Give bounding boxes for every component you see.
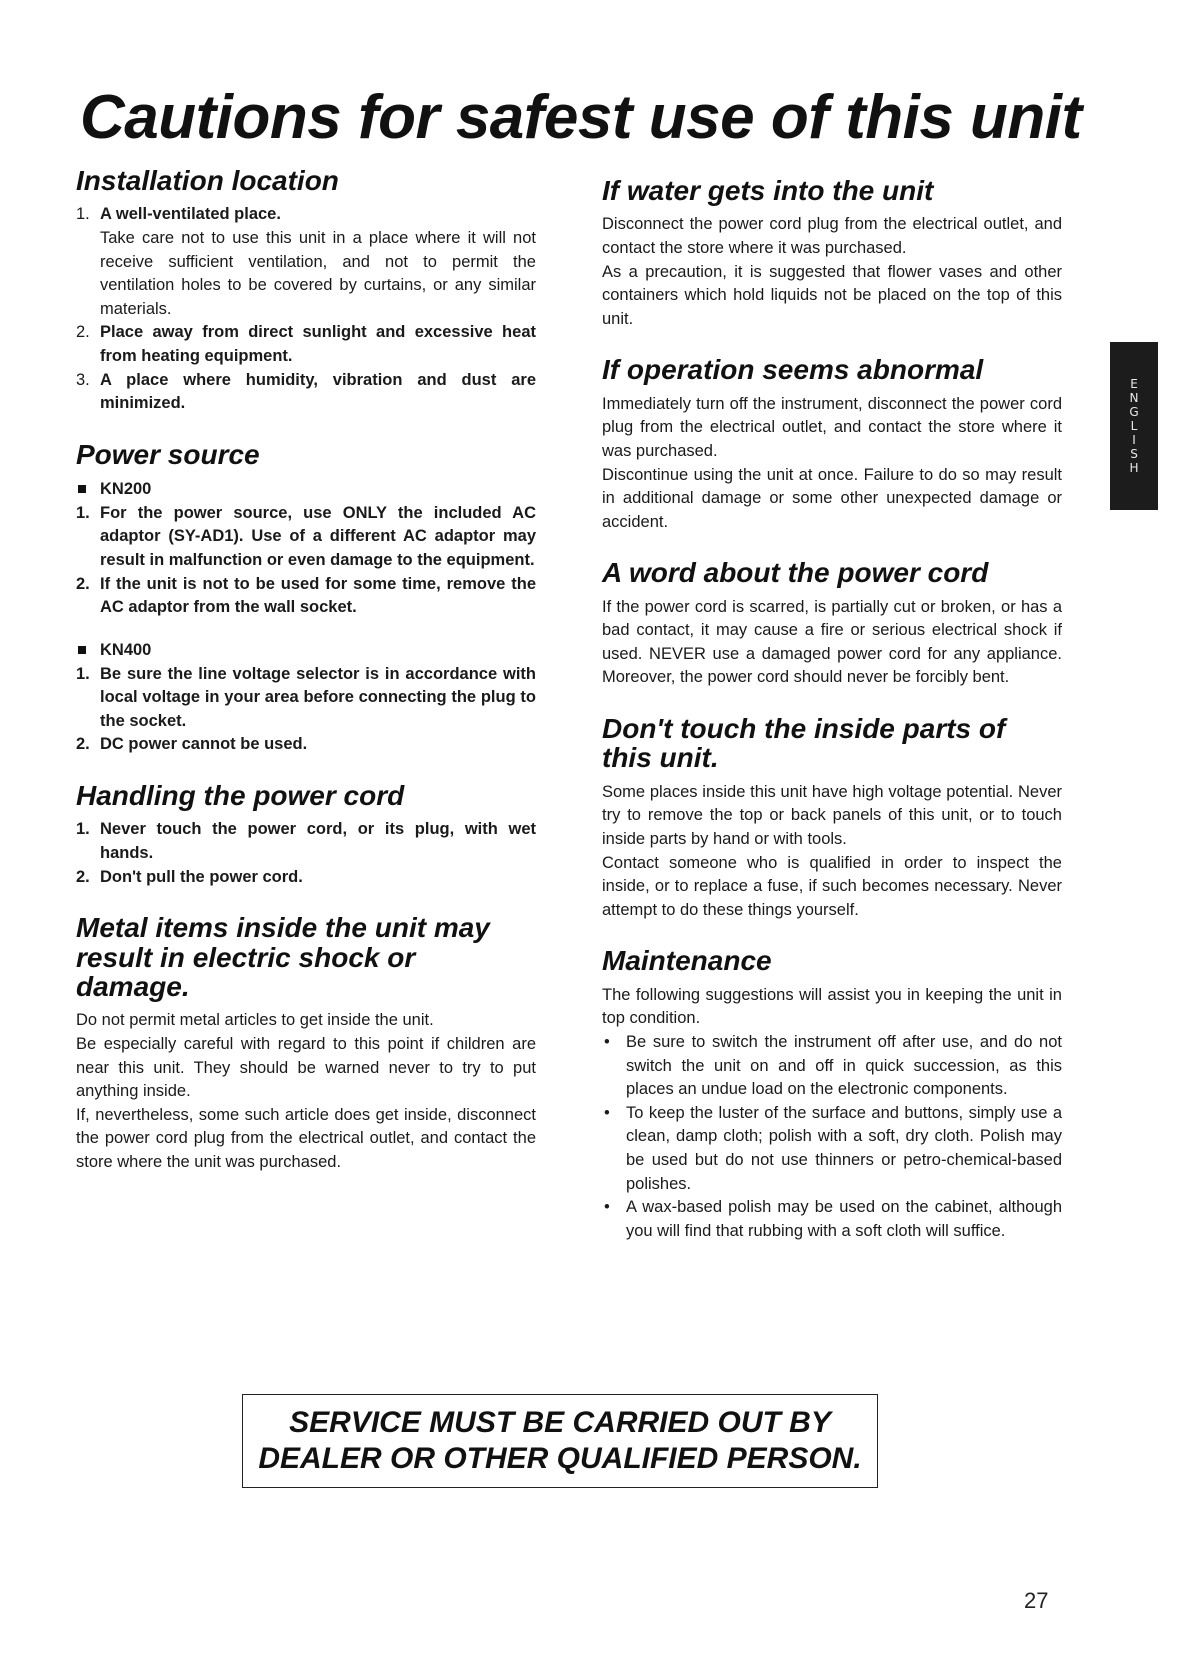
power-source-heading: Power source: [76, 438, 260, 470]
metal-paragraph-1: Do not permit metal articles to get inside the unit.: [76, 1011, 434, 1030]
list-item: 2. DC power cannot be used.: [76, 735, 308, 754]
power-source-section: [76, 440, 536, 757]
list-item: • Be sure to switch the instrument off after use, and do not switch the unit on and off in quick succession, as this places an undue load on the electronic components.: [602, 1031, 1062, 1102]
installation-list: [76, 203, 536, 415]
power-cord-section: [602, 558, 1062, 690]
kn200-list: [76, 502, 536, 620]
kn400-list: [76, 663, 536, 757]
abnormal-paragraph-2: Discontinue using the unit at once. Failure to do so may result in additional damage or some other unexpected damage or accident.: [602, 465, 1062, 531]
inside-parts-paragraph-1: Some places inside this unit have high voltage potential. Never try to remove the top or back panels of this unit, or to touch inside parts by hand or with tools.: [602, 782, 1062, 849]
language-tab-label: ENGLISH: [1127, 377, 1141, 475]
maintenance-section: [602, 946, 1062, 1243]
list-item: 2. Place away from direct sunlight and excessive heat from heating equipment.: [76, 323, 536, 365]
service-notice-box: [242, 1394, 878, 1488]
power-cord-paragraph: If the power cord is scarred, is partially cut or broken, or has a bad contact, it may cause a fire or serious electrical shock if used. NEVER use a damaged power cord for any appliance. Moreover, the power cord should never be forcibly bent.: [602, 597, 1062, 687]
list-item: 1. A well-ventilated place. Take care not to use this unit in a place where it will not receive sufficient ventilation, and not to permit the ventilation holes to be covered by curtains, or any similar materials.: [76, 205, 536, 318]
list-item: 1. Never touch the power cord, or its plug, with wet hands.: [76, 820, 536, 862]
right-column: [602, 176, 1062, 1267]
maintenance-list: [602, 1031, 1062, 1243]
maintenance-heading: Maintenance: [602, 945, 772, 977]
metal-items-heading: Metal items inside the unit may result in electric shock or damage.: [76, 912, 490, 1002]
water-section: [602, 176, 1062, 331]
water-paragraph-1: Disconnect the power cord plug from the electrical outlet, and contact the store where it was purchased.: [602, 215, 1062, 257]
power-cord-heading: A word about the power cord: [602, 557, 989, 589]
inside-parts-paragraph-2: Contact someone who is qualified in order to inspect the inside, or to replace a fuse, if such becomes necessary. Never attempt to do these things yourself.: [602, 853, 1062, 919]
installation-heading: Installation location: [76, 165, 339, 196]
model-kn200-label: KN200: [76, 477, 536, 502]
list-item: 3. A place where humidity, vibration and dust are minimized.: [76, 370, 536, 413]
list-item: 2. If the unit is not to be used for some time, remove the AC adaptor from the wall socket.: [76, 574, 536, 617]
language-tab: [1110, 342, 1158, 510]
metal-paragraph-2: Be especially careful with regard to this point if children are near this unit. They should be warned never to try to put anything inside.: [76, 1034, 536, 1101]
service-notice-line-2: DEALER OR OTHER QUALIFIED PERSON.: [258, 1442, 862, 1475]
list-item: • To keep the luster of the surface and buttons, simply use a clean, damp cloth; polish with a soft, dry cloth. Polish may be used but do not use thinners or petro-chemical-based polishes.: [602, 1102, 1062, 1196]
water-heading: If water gets into the unit: [602, 175, 934, 206]
handling-list: [76, 818, 536, 889]
inside-parts-section: [602, 714, 1062, 922]
water-paragraph-2: As a precaution, it is suggested that flower vases and other containers which hold liquids not be placed on the top of this unit.: [602, 262, 1062, 328]
page-number: 27: [1024, 1588, 1049, 1613]
model-kn400-label: KN400: [76, 638, 536, 663]
handling-section: [76, 781, 536, 889]
maintenance-intro: The following suggestions will assist you in keeping the unit in top condition.: [602, 985, 1062, 1028]
metal-items-section: [76, 913, 536, 1174]
handling-heading: Handling the power cord: [76, 779, 405, 811]
metal-paragraph-3: If, nevertheless, some such article does get inside, disconnect the power cord plug from the electrical outlet, and contact the store where the unit was purchased.: [76, 1105, 536, 1171]
abnormal-heading: If operation seems abnormal: [602, 354, 984, 386]
page-title: Cautions for safest use of this unit: [80, 83, 1082, 152]
inside-parts-heading: Don't touch the inside parts of this unit.: [602, 713, 1006, 774]
service-notice-line-1: SERVICE MUST BE CARRIED OUT BY: [289, 1406, 831, 1439]
installation-section: [76, 166, 536, 416]
list-item: 2. Don't pull the power cord.: [76, 867, 303, 886]
list-item: • A wax-based polish may be used on the cabinet, although you will find that rubbing with a soft cloth will suffice.: [602, 1196, 1062, 1243]
abnormal-section: [602, 355, 1062, 534]
list-item: 1. For the power source, use ONLY the included AC adaptor (SY-AD1). Use of a different AC adaptor may result in malfunction or even damage to the equipment.: [76, 503, 536, 570]
list-item: 1. Be sure the line voltage selector is in accordance with local voltage in your area before connecting the plug to the socket.: [76, 664, 536, 730]
left-column: [76, 166, 536, 1198]
abnormal-paragraph-1: Immediately turn off the instrument, disconnect the power cord plug from the electrical outlet, and contact the store where it was purchased.: [602, 394, 1062, 460]
